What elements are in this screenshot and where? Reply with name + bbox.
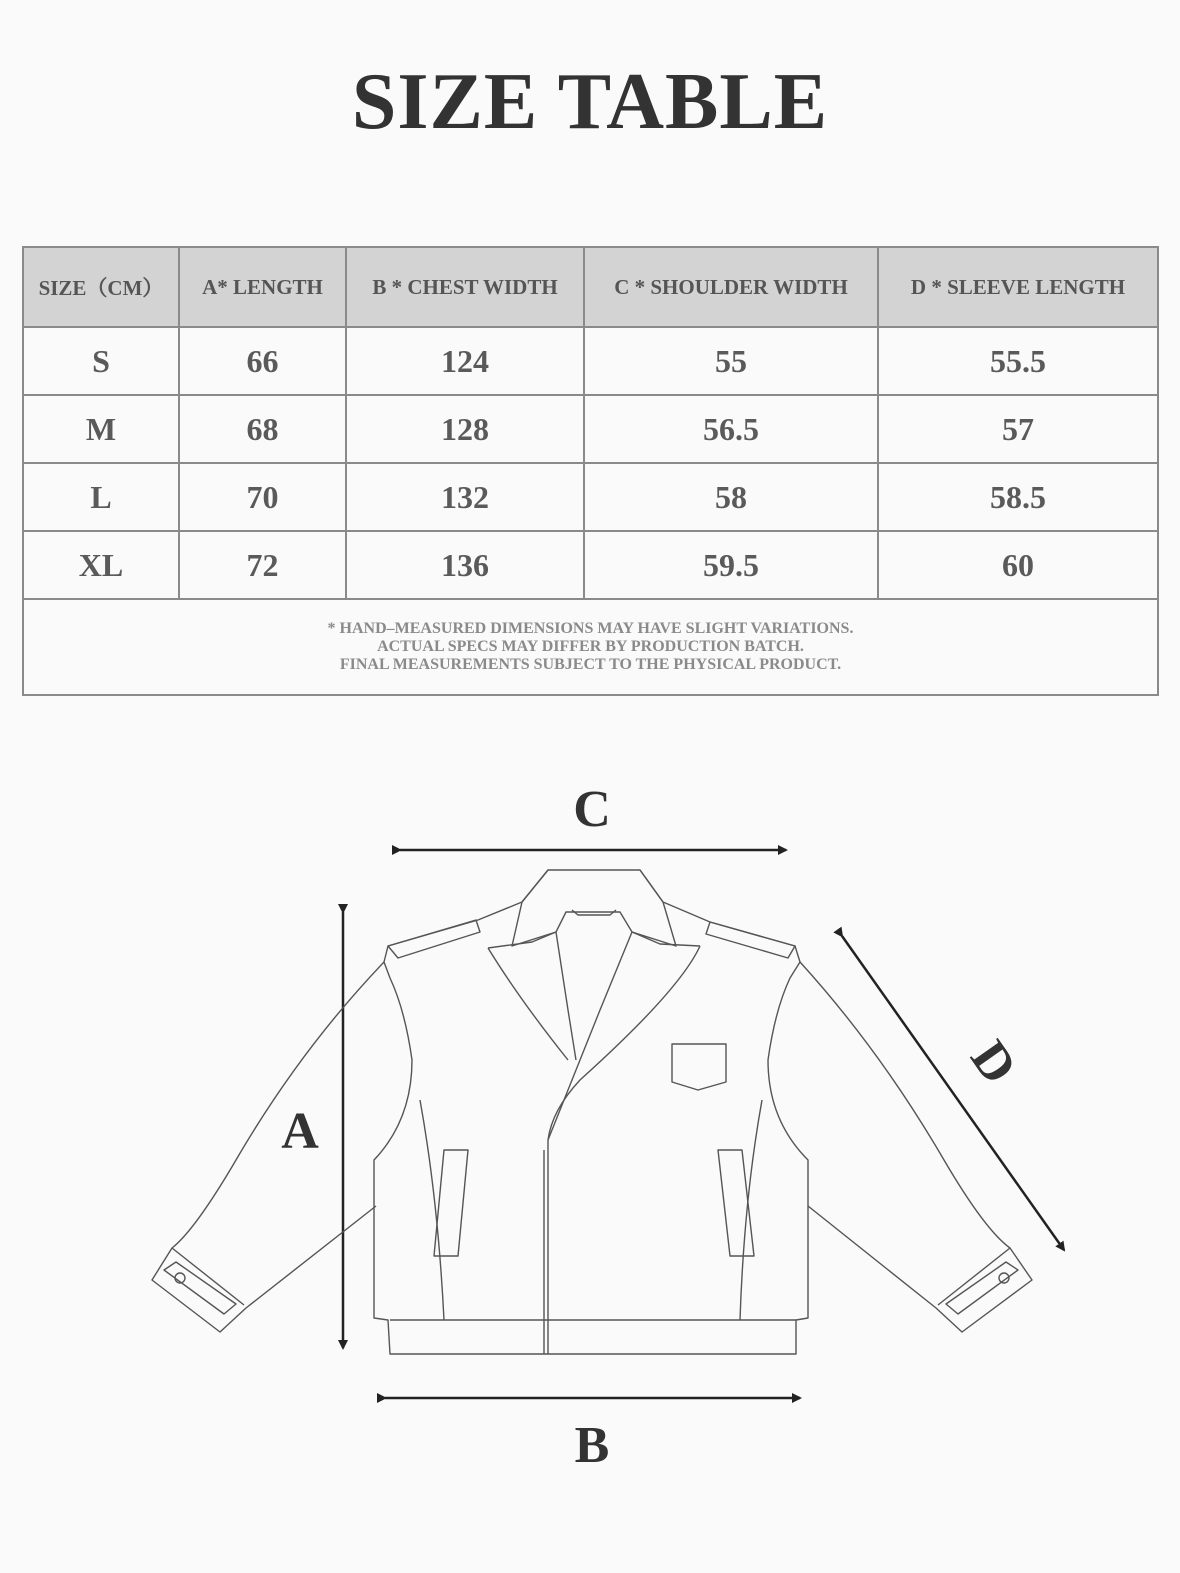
measurement-note [23, 599, 1158, 695]
header-sleeve-length: D * SLEEVE LENGTH [878, 247, 1158, 327]
cell-length: 70 [179, 463, 346, 531]
cell-chest: 136 [346, 531, 584, 599]
table-row [23, 327, 1158, 395]
note-line: FINAL MEASUREMENTS SUBJECT TO THE PHYSICAL PRODUCT. [339, 656, 842, 673]
header-chest-width: B * CHEST WIDTH [346, 247, 584, 327]
header-shoulder-width: C * SHOULDER WIDTH [584, 247, 878, 327]
cell-sleeve: 55.5 [878, 327, 1158, 395]
note-line: * HAND–MEASURED DIMENSIONS MAY HAVE SLIGHT VARIATIONS. [327, 620, 854, 637]
header-size: SIZE（CM） [23, 247, 179, 327]
label-c: C [573, 781, 611, 838]
page-title: SIZE TABLE [351, 58, 829, 146]
table-row [23, 531, 1158, 599]
cell-size: XL [23, 531, 179, 599]
table-note-row [23, 599, 1158, 695]
note-line: ACTUAL SPECS MAY DIFFER BY PRODUCTION BATCH. [377, 638, 804, 655]
cell-size: L [23, 463, 179, 531]
table-row [23, 395, 1158, 463]
cell-size: S [23, 327, 179, 395]
cell-length: 68 [179, 395, 346, 463]
label-b: B [574, 1417, 610, 1474]
cell-shoulder: 55 [584, 327, 878, 395]
cell-chest: 124 [346, 327, 584, 395]
cell-chest: 132 [346, 463, 584, 531]
cell-sleeve: 60 [878, 531, 1158, 599]
label-d: D [959, 1030, 1028, 1095]
cell-chest: 128 [346, 395, 584, 463]
cell-sleeve: 57 [878, 395, 1158, 463]
table-header-row [23, 247, 1158, 327]
cell-shoulder: 59.5 [584, 531, 878, 599]
cell-length: 66 [179, 327, 346, 395]
jacket-diagram [0, 760, 1180, 1480]
cell-sleeve: 58.5 [878, 463, 1158, 531]
sleeve-length-arrow [842, 936, 1064, 1250]
cell-size: M [23, 395, 179, 463]
cell-shoulder: 58 [584, 463, 878, 531]
label-a: A [281, 1103, 319, 1160]
cell-shoulder: 56.5 [584, 395, 878, 463]
table-row [23, 463, 1158, 531]
size-table [22, 246, 1159, 696]
header-length: A* LENGTH [179, 247, 346, 327]
cell-length: 72 [179, 531, 346, 599]
